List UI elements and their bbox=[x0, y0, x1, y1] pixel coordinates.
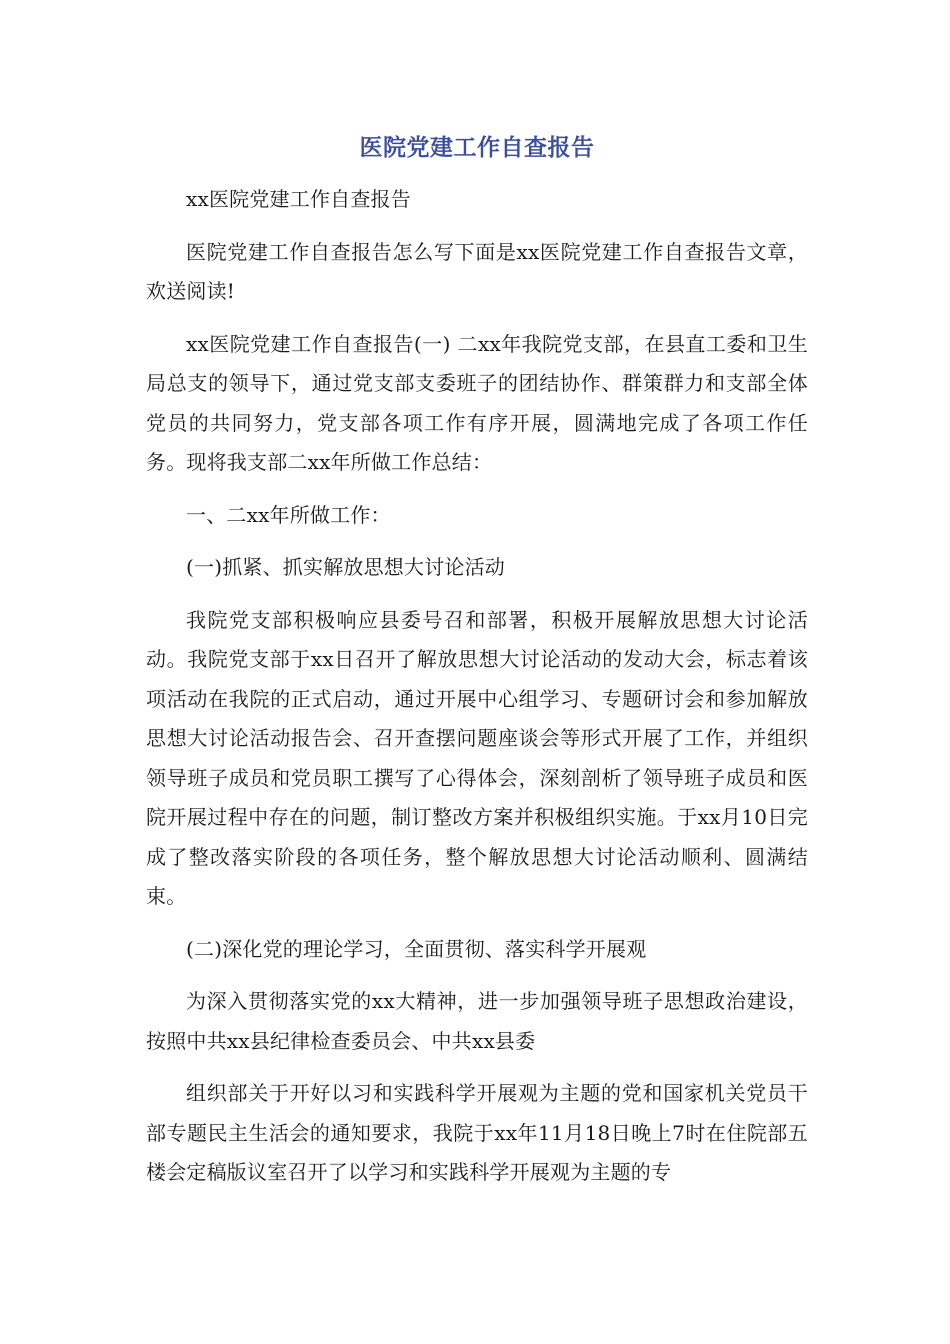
section-heading-1: 一、二xx年所做工作： bbox=[186, 502, 391, 527]
paragraph-theory-study: 为深入贯彻落实党的xx大精神，进一步加强领导班子思想政治建设，按照中共xx县纪律检查委员会、中共xx县委 bbox=[146, 989, 808, 1053]
paragraph-meeting: 组织部关于开好以习和实践科学开展观为主题的党和国家机关党员干部专题民主生活会的通知要求，我院于xx年11月18日晚上7时在住院部五楼会定稿版议室召开了以学习和实践科学开展观为主题的专 bbox=[146, 1081, 808, 1184]
document-title: 医院党建工作自查报告 bbox=[359, 135, 595, 161]
paragraph-intro: 医院党建工作自查报告怎么写下面是xx医院党建工作自查报告文章，欢送阅读! bbox=[146, 239, 808, 303]
subsection-heading-1: (一)抓紧、抓实解放思想大讨论活动 bbox=[186, 555, 506, 579]
paragraph-discussion-activity: 我院党支部积极响应县委号召和部署，积极开展解放思想大讨论活动。我院党支部于xx日召开了解放思想大讨论活动的发动大会，标志着该项活动在我院的正式启动，通过开展中心组学习、专题研讨会和参加解放思想大讨论活动报告会、召开查摆问题座谈会等形式开展了工作，并组织领导班子成员和党员职工撰写了心得体会，深刻剖析了领导班子成员和医院开展过程中存在的问题，制订整改方案并积极组织实施。于xx月10日完成了整改落实阶段的各项任务，整个解放思想大讨论活动顺利、圆满结束。 bbox=[146, 607, 808, 908]
paragraph-subtitle: xx医院党建工作自查报告 bbox=[186, 187, 411, 211]
subsection-heading-2: (二)深化党的理论学习，全面贯彻、落实科学开展观 bbox=[186, 936, 647, 961]
paragraph-summary: xx医院党建工作自查报告(一) 二xx年我院党支部，在县直工委和卫生局总支的领导下，通过党支部支委班子的团结协作、群策群力和支部全体党员的共同努力，党支部各项工作有序开展，圆满地完成了各项工作任务。现将我支部二xx年所做工作总结： bbox=[146, 331, 808, 474]
document-page bbox=[146, 128, 808, 1206]
